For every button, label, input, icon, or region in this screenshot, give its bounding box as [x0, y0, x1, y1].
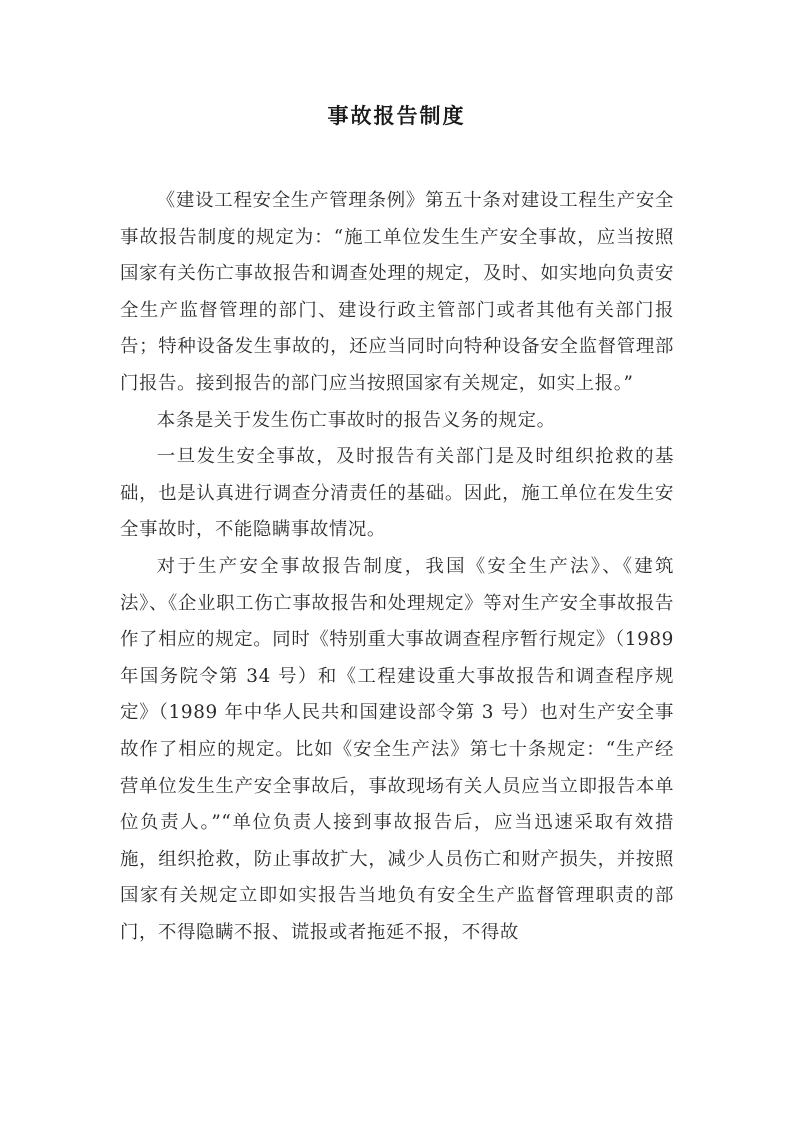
paragraph-reporting-importance: 一旦发生安全事故，及时报告有关部门是及时组织抢救的基础，也是认真进行调查分清责任的基础。因此，施工单位在发生安全事故时，不能隐瞒事故情况。 [120, 446, 674, 541]
paragraph-regulation-quote: 《建设工程安全生产管理条例》第五十条对建设工程生产安全事故报告制度的规定为：“施工单位发生生产安全事故，应当按照国家有关伤亡事故报告和调查处理的规定，及时、如实地向负责安全生产监督管理的部门、建设行政主管部门或者其他有关部门报告；特种设备发生事故的，还应当同时向特种设备安全监督管理部门报告。接到报告的部门应当按照国家有关规定，如实上报。” [120, 190, 674, 394]
paragraph-related-laws: 对于生产安全事故报告制度，我国《安全生产法》、《建筑法》、《企业职工伤亡事故报告和处理规定》等对生产安全事故报告作了相应的规定。同时《特别重大事故调查程序暂行规定》（1989 年国务院令第 34 号）和《工程建设重大事故报告和调查程序规定》（1989 年中华人民共和国建设部令第 3 号）也对生产安全事故作了相应的规定。比如《安全生产法》第七十条规定：“生产经营单位发生生产安全事故后，事故现场有关人员应当立即报告本单位负责人。”“单位负责人接到事故报告后，应当迅速采取有效措施，组织抢救，防止事故扩大，减少人员伤亡和财产损失，并按照国家有关规定立即如实报告当地负有安全生产监督管理职责的部门，不得隐瞒不报、谎报或者拖延不报，不得故 [120, 555, 674, 943]
document-title: 事故报告制度 [327, 104, 466, 128]
document-body [120, 183, 674, 951]
paragraph-article-summary: 本条是关于发生伤亡事故时的报告义务的规定。 [156, 409, 556, 431]
